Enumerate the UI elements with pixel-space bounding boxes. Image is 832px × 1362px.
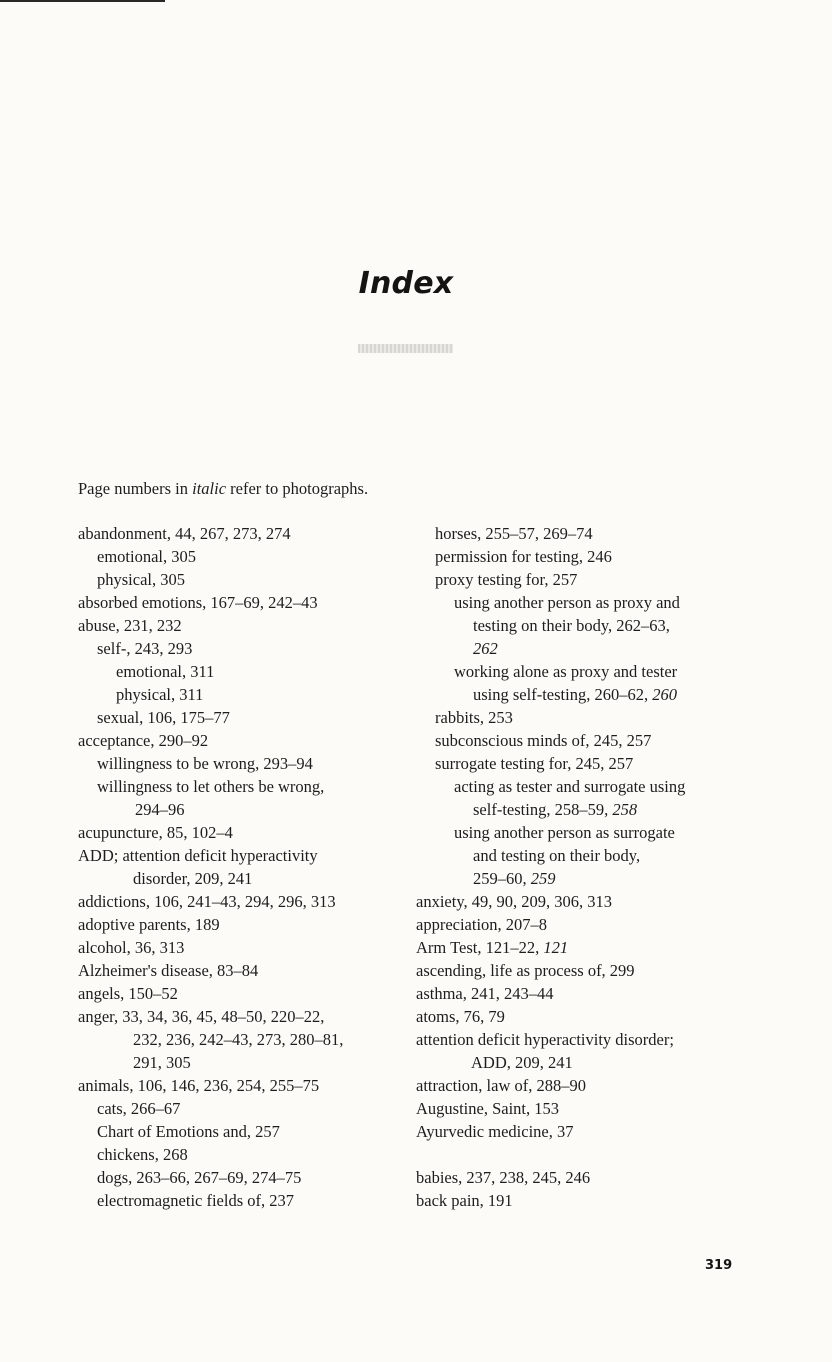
index-entry-text: Alzheimer's disease, 83–84 [78,961,259,980]
index-subentry [416,522,746,545]
index-entry-text: back pain, 191 [416,1191,513,1210]
index-entry-text: 232, 236, 242–43, 273, 280–81, [133,1030,344,1049]
index-entry-text: willingness to be wrong, 293–94 [97,754,313,773]
index-entry-text: attraction, law of, 288–90 [416,1076,586,1095]
index-entry-text: proxy testing for, 257 [435,570,578,589]
index-entry-continuation [78,1051,398,1074]
index-entry-text: acceptance, 290–92 [78,731,209,750]
index-entry-text: working alone as proxy and tester [454,662,678,681]
index-entry [416,1028,746,1051]
top-corner-rule [0,0,165,2]
index-entry [78,1074,398,1097]
index-entry-text: using another person as proxy and [454,593,680,612]
index-subentry [416,660,746,683]
index-entry-text: self-testing, 258–59, [473,800,613,819]
index-entry [78,522,398,545]
index-subentry [416,729,746,752]
index-entry-text: anger, 33, 34, 36, 45, 48–50, 220–22, [78,1007,325,1026]
index-subentry [78,637,398,660]
index-subentry [416,706,746,729]
index-entry-text: ascending, life as process of, 299 [416,961,635,980]
index-subentry [416,752,746,775]
photo-page-ref: 259 [530,869,556,888]
index-subentry [78,752,398,775]
index-entry-text: adoptive parents, 189 [78,915,220,934]
index-entry-text: permission for testing, 246 [435,547,612,566]
index-subentry [416,775,746,798]
index-entry-continuation [416,1051,746,1074]
index-entry [78,614,398,637]
index-entry [416,1005,746,1028]
index-column-left [78,522,398,1212]
index-entry-text: appreciation, 207–8 [416,915,548,934]
index-entry [416,1097,746,1120]
photo-page-ref: 260 [652,685,677,704]
index-entry-text: sexual, 106, 175–77 [97,708,230,727]
index-entry-text: absorbed emotions, 167–69, 242–43 [78,593,318,612]
index-subentry [78,1120,398,1143]
index-entry-text: self-, 243, 293 [97,639,193,658]
index-entry [416,913,746,936]
index-entry-text: testing on their body, 262–63, [473,616,670,635]
index-subentry [78,568,398,591]
index-entry [78,591,398,614]
index-entry-text: alcohol, 36, 313 [78,938,185,957]
index-entry [78,844,398,867]
index-entry-text: abandonment, 44, 267, 273, 274 [78,524,291,543]
index-subentry [78,775,398,798]
index-entry-continuation [416,867,746,890]
index-entry-text: dogs, 263–66, 267–69, 274–75 [97,1168,302,1187]
index-subentry [416,545,746,568]
photo-page-ref: 258 [612,800,638,819]
index-entry [78,890,398,913]
index-entry-continuation [78,867,398,890]
index-entry-text: rabbits, 253 [435,708,513,727]
page-title: Index [358,266,454,301]
index-subentry [78,1097,398,1120]
index-entry-text: 294–96 [135,800,185,819]
index-entry [416,1074,746,1097]
index-subentry [416,568,746,591]
index-entry [78,1005,398,1028]
index-entry-text: chickens, 268 [97,1145,188,1164]
index-entry-text: 291, 305 [133,1053,191,1072]
index-subentry [78,1166,398,1189]
index-subentry [78,1189,398,1212]
index-entry-text: babies, 237, 238, 245, 246 [416,1168,591,1187]
index-subentry [78,545,398,568]
index-entry-text: surrogate testing for, 245, 257 [435,754,634,773]
index-entry-continuation [416,844,746,867]
index-entry-text: emotional, 305 [97,547,196,566]
index-entry-text: Ayurvedic medicine, 37 [416,1122,574,1141]
index-entry [78,982,398,1005]
index-entry-text: acting as tester and surrogate using [454,777,686,796]
index-subentry [78,706,398,729]
index-entry-continuation [78,1028,398,1051]
index-entry-text: disorder, 209, 241 [133,869,253,888]
index-note-after: refer to photographs. [226,479,369,498]
index-entry [416,959,746,982]
index-entry-text: and testing on their body, [473,846,641,865]
index-subentry [78,683,398,706]
index-entry-text: cats, 266–67 [97,1099,181,1118]
index-entry [416,1189,746,1212]
index-note [78,478,368,500]
index-entry [416,890,746,913]
index-entry [416,1166,746,1189]
index-entry-text: acupuncture, 85, 102–4 [78,823,233,842]
index-entry-text: willingness to let others be wrong, [97,777,325,796]
index-entry-text: asthma, 241, 243–44 [416,984,554,1003]
index-entry [78,936,398,959]
index-entry-continuation [416,798,746,821]
index-entry-text: Chart of Emotions and, 257 [97,1122,280,1141]
index-entry-text: subconscious minds of, 245, 257 [435,731,652,750]
index-entry-text: ADD, 209, 241 [471,1053,573,1072]
index-entry-continuation [416,683,746,706]
index-entry-text: anxiety, 49, 90, 209, 306, 313 [416,892,612,911]
index-subentry [78,1143,398,1166]
index-entry-text: physical, 305 [97,570,185,589]
index-entry-text: horses, 255–57, 269–74 [435,524,593,543]
index-entry [416,936,746,959]
index-entry-text: Arm Test, 121–22, [416,938,544,957]
index-entry-text: ADD; attention deficit hyperactivity [78,846,318,865]
index-entry-text: using another person as surrogate [454,823,675,842]
index-entry-text: Augustine, Saint, 153 [416,1099,559,1118]
index-entry [78,821,398,844]
index-entry-continuation [416,614,746,637]
index-entry-text: 259–60, [473,869,531,888]
index-subentry [416,591,746,614]
index-subentry [416,821,746,844]
index-subentry [78,660,398,683]
index-entry-text: attention deficit hyperactivity disorder; [416,1030,674,1049]
index-entry [78,959,398,982]
index-entry-text: physical, 311 [116,685,204,704]
index-entry [78,913,398,936]
index-entry-continuation [416,637,746,660]
index-entry [416,1120,746,1143]
photo-page-ref: 121 [543,938,569,957]
photo-page-ref: 262 [473,639,498,658]
index-entry [78,729,398,752]
index-entry-continuation [78,798,398,821]
index-note-italic: italic [192,479,227,498]
index-entry-text: abuse, 231, 232 [78,616,182,635]
index-column-right [416,522,746,1212]
index-note-before: Page numbers in [78,479,193,498]
page-number: 319 [705,1258,733,1273]
letter-section-gap [416,1143,746,1166]
index-entry-text: atoms, 76, 79 [416,1007,505,1026]
index-entry-text: using self-testing, 260–62, [473,685,653,704]
index-entry-text: angels, 150–52 [78,984,178,1003]
index-entry [416,982,746,1005]
index-entry-text: animals, 106, 146, 236, 254, 255–75 [78,1076,320,1095]
index-entry-text: emotional, 311 [116,662,215,681]
title-ornament [358,344,453,353]
index-entry-text: electromagnetic fields of, 237 [97,1191,295,1210]
index-entry-text: addictions, 106, 241–43, 294, 296, 313 [78,892,336,911]
